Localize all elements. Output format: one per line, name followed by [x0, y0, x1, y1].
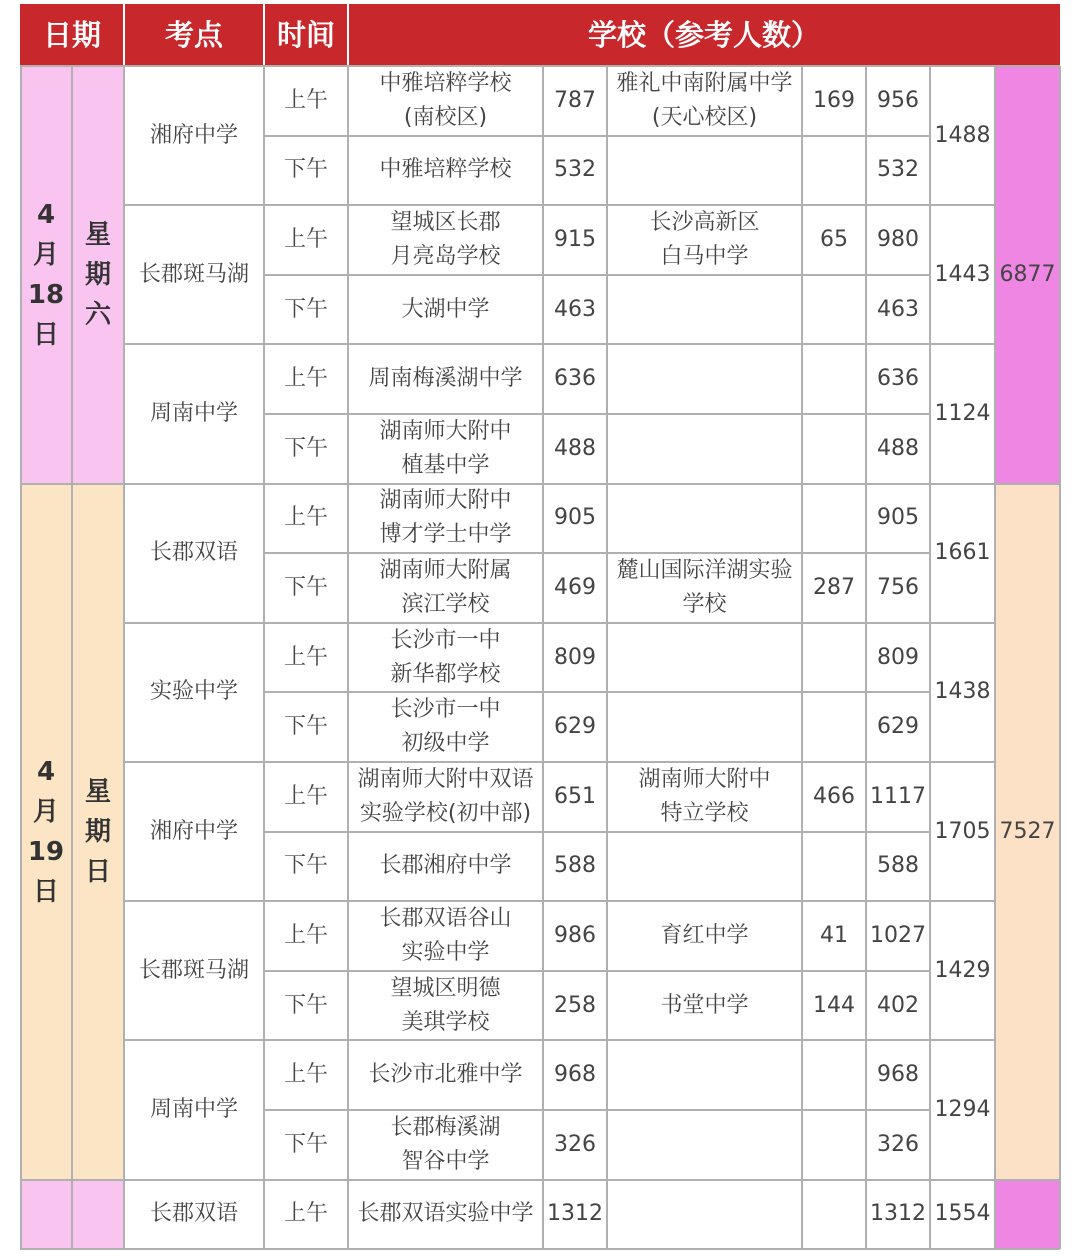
- grid-line: [264, 552, 930, 554]
- header-school: 学校（参考人数）: [348, 4, 1060, 66]
- day-date: [20, 1180, 72, 1250]
- session-sum: 629: [877, 714, 919, 740]
- session-time: 下午: [283, 853, 328, 879]
- session-time: 上午: [283, 1201, 328, 1227]
- school-2-count: 287: [813, 574, 855, 600]
- grid-line: [124, 204, 995, 206]
- session-time: 下午: [283, 1131, 328, 1157]
- school-1: 长沙市一中 新华都学校: [390, 627, 501, 687]
- school-2: [607, 344, 802, 414]
- venue-name: 长郡双语: [149, 1201, 238, 1227]
- session-sum: 532: [877, 157, 919, 183]
- grid-line: [124, 343, 995, 345]
- venue-total: 1438: [934, 679, 991, 705]
- day-total: 6877: [995, 66, 1060, 484]
- session-sum: 1027: [870, 922, 926, 948]
- session-sum: 956: [877, 87, 919, 113]
- session-time: 上午: [283, 505, 328, 531]
- school-1-count: 629: [554, 714, 596, 740]
- session-sum: 1117: [870, 783, 926, 809]
- grid-line: [124, 761, 995, 763]
- day-weekday: [72, 1180, 124, 1250]
- school-2-count: 65: [820, 226, 848, 252]
- day-date: 4 月 19 日: [20, 484, 72, 1180]
- grid-line: [347, 66, 349, 1249]
- session-sum: 968: [877, 1062, 919, 1088]
- school-2: [607, 692, 802, 762]
- session-time: 下午: [283, 574, 328, 600]
- session-sum: 905: [877, 505, 919, 531]
- grid-line: [20, 1248, 1060, 1250]
- school-1: 长郡梅溪湖 智谷中学: [390, 1114, 501, 1174]
- school-2-count: 41: [820, 922, 848, 948]
- grid-line: [264, 831, 930, 833]
- school-1-count: 588: [554, 853, 596, 879]
- session-time: 上午: [283, 644, 328, 670]
- school-1-count: 1312: [547, 1201, 603, 1227]
- school-2: [607, 414, 802, 484]
- grid-line: [264, 274, 930, 276]
- school-1: 湖南师大附中双语 实验学校(初中部): [357, 766, 534, 826]
- session-time: 下午: [283, 296, 328, 322]
- venue-name: 实验中学: [149, 679, 238, 705]
- school-2-count: [802, 136, 866, 206]
- school-2-count: [802, 832, 866, 902]
- grid-line: [264, 135, 930, 137]
- school-1: 湖南师大附中 植基中学: [379, 418, 512, 478]
- session-time: 上午: [283, 226, 328, 252]
- school-2: 湖南师大附中 特立学校: [638, 766, 771, 826]
- session-sum: 326: [877, 1131, 919, 1157]
- school-1-count: 258: [554, 992, 596, 1018]
- school-2-count: [802, 414, 866, 484]
- grid-line: [20, 65, 1060, 67]
- school-1-count: 968: [554, 1062, 596, 1088]
- venue-total: 1661: [934, 540, 991, 566]
- venue-name: 长郡斑马湖: [138, 261, 249, 287]
- day-weekday: 星 期 日: [72, 484, 124, 1180]
- header-divider: [123, 4, 125, 66]
- venue-name: 湘府中学: [149, 122, 238, 148]
- session-time: 下午: [283, 157, 328, 183]
- school-1-count: 326: [554, 1131, 596, 1157]
- day-date: 4 月 18 日: [20, 66, 72, 484]
- session-time: 上午: [283, 366, 328, 392]
- school-2: [607, 1180, 802, 1250]
- header-divider: [347, 4, 349, 66]
- session-sum: 1312: [870, 1201, 926, 1227]
- school-1-count: 651: [554, 783, 596, 809]
- school-2-count: [802, 484, 866, 554]
- session-time: 上午: [283, 783, 328, 809]
- session-time: 上午: [283, 1062, 328, 1088]
- session-sum: 402: [877, 992, 919, 1018]
- school-1: 湖南师大附属 滨江学校: [379, 557, 512, 617]
- school-2: [607, 275, 802, 345]
- day-weekday: 星 期 六: [72, 66, 124, 484]
- day-total: 7527: [995, 484, 1060, 1180]
- grid-line: [124, 900, 995, 902]
- school-1-count: 787: [554, 87, 596, 113]
- grid-line: [542, 66, 544, 1249]
- grid-line: [994, 66, 996, 1249]
- session-sum: 636: [877, 366, 919, 392]
- school-2-count: [802, 623, 866, 693]
- grid-line: [20, 66, 22, 1249]
- venue-name: 周南中学: [149, 1096, 238, 1122]
- day-total: [995, 1180, 1060, 1250]
- school-2-count: 466: [813, 783, 855, 809]
- session-time: 上午: [283, 87, 328, 113]
- school-2-count: [802, 1110, 866, 1180]
- school-1-count: 809: [554, 644, 596, 670]
- school-2-count: [802, 1040, 866, 1110]
- venue-total: 1124: [934, 400, 991, 426]
- school-1-count: 636: [554, 366, 596, 392]
- session-time: 下午: [283, 992, 328, 1018]
- school-1: 长郡双语谷山 实验中学: [379, 905, 512, 965]
- school-2-count: [802, 692, 866, 762]
- venue-name: 长郡斑马湖: [138, 957, 249, 983]
- session-sum: 463: [877, 296, 919, 322]
- session-sum: 809: [877, 644, 919, 670]
- grid-line: [801, 66, 803, 1249]
- school-2: [607, 1040, 802, 1110]
- venue-name: 湘府中学: [149, 818, 238, 844]
- venue-name: 周南中学: [149, 400, 238, 426]
- grid-line: [20, 1179, 1060, 1181]
- session-time: 下午: [283, 714, 328, 740]
- school-1: 大湖中学: [401, 296, 490, 322]
- grid-line: [264, 1109, 930, 1111]
- venue-total: 1443: [934, 261, 991, 287]
- grid-line: [606, 66, 608, 1249]
- grid-line: [124, 622, 995, 624]
- school-2: 麓山国际洋湖实验 学校: [616, 557, 793, 617]
- session-sum: 488: [877, 435, 919, 461]
- venue-total: 1554: [934, 1201, 991, 1227]
- school-1: 中雅培粹学校: [379, 157, 512, 183]
- school-1-count: 469: [554, 574, 596, 600]
- session-sum: 980: [877, 226, 919, 252]
- school-2: [607, 623, 802, 693]
- school-1: 望城区长郡 月亮岛学校: [390, 209, 501, 269]
- grid-line: [929, 66, 931, 1249]
- school-1-count: 463: [554, 296, 596, 322]
- school-2-count: 144: [813, 992, 855, 1018]
- session-sum: 588: [877, 853, 919, 879]
- school-1: 长郡湘府中学: [379, 853, 512, 879]
- school-1: 中雅培粹学校 (南校区): [379, 70, 512, 130]
- grid-line: [71, 66, 73, 1249]
- session-time: 上午: [283, 922, 328, 948]
- school-1: 长沙市北雅中学: [368, 1062, 523, 1088]
- school-1: 望城区明德 美琪学校: [390, 975, 501, 1035]
- school-2: 雅礼中南附属中学 (天心校区): [616, 70, 793, 130]
- school-2: [607, 1110, 802, 1180]
- venue-total: 1705: [934, 818, 991, 844]
- grid-line: [123, 66, 125, 1249]
- school-2: 长沙高新区 白马中学: [649, 209, 760, 269]
- school-2: 书堂中学: [660, 992, 749, 1018]
- header-date: 日期: [20, 4, 124, 66]
- school-2: [607, 484, 802, 554]
- school-2-count: 169: [813, 87, 855, 113]
- venue-name: 长郡双语: [149, 540, 238, 566]
- school-1-count: 905: [554, 505, 596, 531]
- school-2-count: [802, 344, 866, 414]
- school-1-count: 488: [554, 435, 596, 461]
- school-1-count: 915: [554, 226, 596, 252]
- venue-total: 1488: [934, 122, 991, 148]
- school-1-count: 986: [554, 922, 596, 948]
- venue-total: 1294: [934, 1096, 991, 1122]
- session-time: 下午: [283, 435, 328, 461]
- session-sum: 756: [877, 574, 919, 600]
- grid-line: [263, 66, 265, 1249]
- header-time: 时间: [264, 4, 348, 66]
- grid-line: [20, 483, 1060, 485]
- school-2: [607, 832, 802, 902]
- venue-total: 1429: [934, 957, 991, 983]
- school-1: 湖南师大附中 博才学士中学: [379, 488, 512, 548]
- school-1-count: 532: [554, 157, 596, 183]
- school-1: 长沙市一中 初级中学: [390, 697, 501, 757]
- school-2-count: [802, 275, 866, 345]
- school-2: [607, 136, 802, 206]
- header-venue: 考点: [124, 4, 264, 66]
- grid-line: [124, 1039, 995, 1041]
- school-1: 长郡双语实验中学: [357, 1201, 534, 1227]
- grid-line: [264, 413, 930, 415]
- grid-line: [264, 691, 930, 693]
- header-divider: [263, 4, 265, 66]
- grid-line: [865, 66, 867, 1249]
- school-1: 周南梅溪湖中学: [368, 366, 523, 392]
- school-2-count: [802, 1180, 866, 1250]
- grid-line: [1059, 66, 1061, 1249]
- grid-line: [264, 970, 930, 972]
- school-2: 育红中学: [660, 922, 749, 948]
